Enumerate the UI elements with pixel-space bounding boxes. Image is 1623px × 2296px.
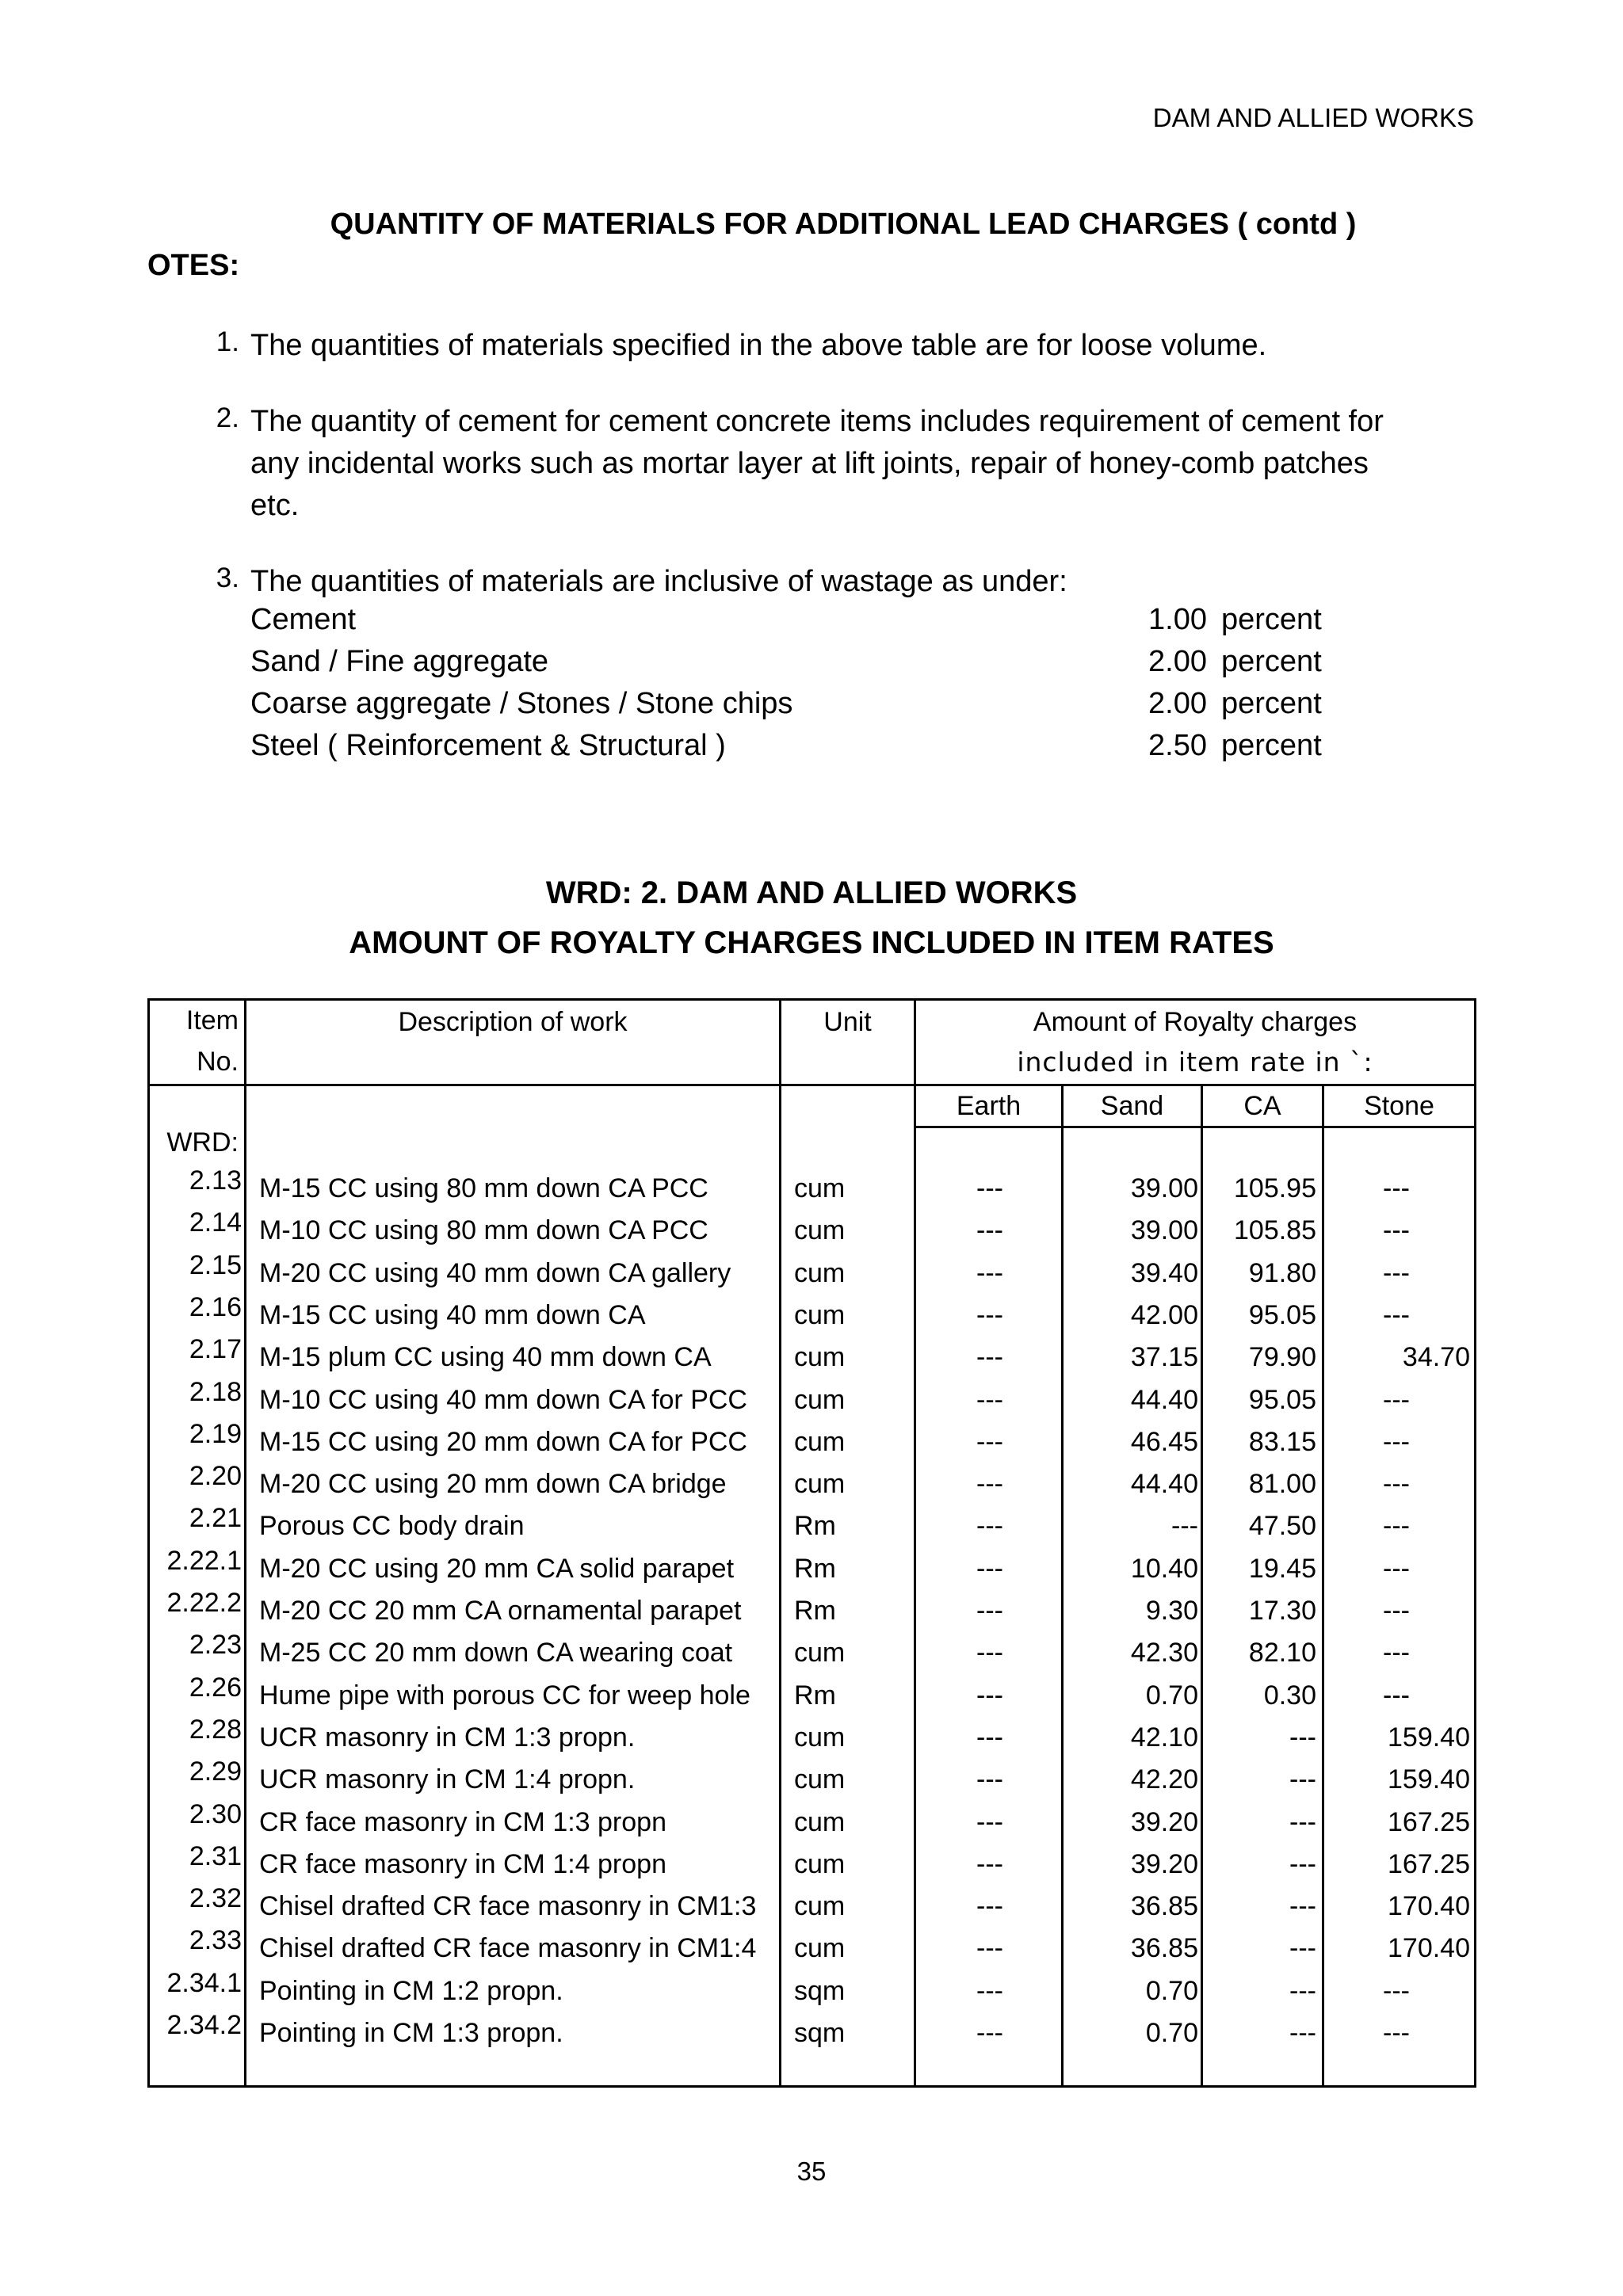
ca-value: 17.30 [1248, 1596, 1316, 1626]
earth-value: --- [976, 1764, 1003, 1795]
notes-label: OTES: [147, 249, 240, 282]
wastage-value: 2.50 [1148, 729, 1207, 762]
unit: cum [794, 1722, 846, 1753]
ca-value: 0.30 [1263, 1680, 1316, 1711]
note-number: 1. [216, 326, 239, 357]
note-text: The quantity of cement for cement concrete items includes requirement of cement for [250, 405, 1384, 438]
earth-value: --- [976, 1553, 1003, 1584]
sand-value: 46.45 [1130, 1426, 1198, 1457]
table-row [150, 1461, 1474, 1511]
unit: Rm [794, 1511, 836, 1542]
table-row [150, 1249, 1474, 1300]
item-number: 2.18 [189, 1376, 242, 1407]
sand-value: 42.10 [1130, 1722, 1198, 1753]
item-number: 2.17 [189, 1334, 242, 1365]
earth-value: --- [976, 1722, 1003, 1753]
unit: Rm [794, 1553, 836, 1584]
unit: cum [794, 1638, 846, 1669]
earth-value: --- [976, 1848, 1003, 1879]
note-text: any incidental works such as mortar layer at lift joints, repair of honey-comb patches [250, 447, 1369, 480]
unit: cum [794, 1426, 846, 1457]
unit: cum [794, 1891, 846, 1922]
note-text: etc. [250, 489, 300, 522]
wastage-unit: percent [1221, 603, 1322, 636]
note-text: The quantities of materials specified in the above table are for loose volume. [250, 329, 1267, 362]
earth-value: --- [976, 2018, 1003, 2048]
table-row [150, 1967, 1474, 2018]
earth-value: --- [976, 1469, 1003, 1500]
item-number: 2.29 [189, 1756, 242, 1787]
description: M-15 CC using 20 mm down CA for PCC [259, 1426, 747, 1457]
table-row [150, 1798, 1474, 1849]
header-divider [150, 1084, 1474, 1086]
header-amount-line2: included in item rate in `: [1017, 1047, 1373, 1077]
header-sand: Sand [1100, 1091, 1164, 1121]
unit: cum [794, 1299, 846, 1330]
table-row [150, 1672, 1474, 1722]
stone-value: --- [1383, 1553, 1410, 1584]
item-number: 2.13 [189, 1165, 242, 1196]
description: UCR masonry in CM 1:4 propn. [259, 1764, 636, 1795]
sand-value: 0.70 [1145, 1975, 1198, 2006]
stone-value: --- [1383, 1638, 1410, 1669]
unit: sqm [794, 1975, 846, 2006]
table-row [150, 1588, 1474, 1638]
table-row [150, 1418, 1474, 1469]
wastage-unit: percent [1221, 729, 1322, 762]
wastage-row [250, 729, 1360, 771]
sand-value: 44.40 [1130, 1384, 1198, 1415]
item-number: 2.31 [189, 1840, 242, 1871]
unit: cum [794, 1215, 846, 1246]
table-row [150, 1207, 1474, 1257]
ca-value: 79.90 [1248, 1342, 1316, 1373]
ca-value: 81.00 [1248, 1469, 1316, 1500]
unit: cum [794, 1806, 846, 1837]
ca-value: 105.85 [1234, 1215, 1316, 1246]
ca-value: --- [1289, 1722, 1316, 1753]
item-number: 2.19 [189, 1418, 242, 1449]
earth-value: --- [976, 1975, 1003, 2006]
royalty-table [147, 998, 1476, 2088]
item-number: 2.14 [189, 1207, 242, 1238]
stone-value: --- [1383, 2018, 1410, 2048]
description: Porous CC body drain [259, 1511, 525, 1542]
table-row [150, 1756, 1474, 1806]
earth-value: --- [976, 1299, 1003, 1330]
subheader-divider [914, 1126, 1474, 1128]
table-row [150, 1840, 1474, 1891]
sand-value: 0.70 [1145, 1680, 1198, 1711]
earth-value: --- [976, 1384, 1003, 1415]
description: M-20 CC using 20 mm down CA bridge [259, 1469, 727, 1500]
stone-value: --- [1383, 1257, 1410, 1288]
stone-value: --- [1383, 1511, 1410, 1542]
wastage-unit: percent [1221, 687, 1322, 720]
stone-value: --- [1383, 1680, 1410, 1711]
earth-value: --- [976, 1638, 1003, 1669]
table-row [150, 1291, 1474, 1342]
table-row [150, 2010, 1474, 2060]
stone-value: 159.40 [1388, 1722, 1470, 1753]
item-number: 2.22.2 [166, 1588, 242, 1618]
earth-value: --- [976, 1426, 1003, 1457]
stone-value: 34.70 [1402, 1342, 1470, 1373]
note-text: The quantities of materials are inclusive of wastage as under: [250, 565, 1067, 598]
earth-value: --- [976, 1511, 1003, 1542]
running-header: DAM AND ALLIED WORKS [1152, 103, 1474, 132]
description: Chisel drafted CR face masonry in CM1:4 [259, 1933, 757, 1964]
table-row [150, 1165, 1474, 1215]
item-number: 2.26 [189, 1672, 242, 1703]
table-subheading: AMOUNT OF ROYALTY CHARGES INCLUDED IN ITEM RATES [349, 925, 1274, 960]
ca-value: 82.10 [1248, 1638, 1316, 1669]
wastage-value: 1.00 [1148, 603, 1207, 636]
unit: cum [794, 1469, 846, 1500]
sand-value: 44.40 [1130, 1469, 1198, 1500]
description: M-15 CC using 40 mm down CA [259, 1299, 646, 1330]
item-number: 2.33 [189, 1925, 242, 1956]
unit: cum [794, 1933, 846, 1964]
header-description: Description of work [398, 1007, 628, 1037]
sand-value: 9.30 [1145, 1596, 1198, 1626]
sand-value: 0.70 [1145, 2018, 1198, 2048]
item-number: 2.34.1 [166, 1967, 242, 1998]
ca-value: --- [1289, 1891, 1316, 1922]
sand-value: 42.20 [1130, 1764, 1198, 1795]
description: Hume pipe with porous CC for weep hole [259, 1680, 750, 1711]
ca-value: --- [1289, 1764, 1316, 1795]
item-number: 2.22.1 [166, 1545, 242, 1576]
sand-value: 36.85 [1130, 1933, 1198, 1964]
earth-value: --- [976, 1173, 1003, 1203]
table-row [150, 1714, 1474, 1764]
unit: cum [794, 1764, 846, 1795]
unit: Rm [794, 1680, 836, 1711]
ca-value: --- [1289, 1848, 1316, 1879]
ca-value: --- [1289, 1975, 1316, 2006]
sand-value: 42.30 [1130, 1638, 1198, 1669]
description: Chisel drafted CR face masonry in CM1:3 [259, 1891, 757, 1922]
unit: Rm [794, 1596, 836, 1626]
wastage-label: Sand / Fine aggregate [250, 645, 549, 678]
description: M-20 CC using 40 mm down CA gallery [259, 1257, 731, 1288]
table-row [150, 1334, 1474, 1384]
sand-value: 39.20 [1130, 1806, 1198, 1837]
description: Pointing in CM 1:3 propn. [259, 2018, 563, 2048]
table-row [150, 1925, 1474, 1975]
header-unit: Unit [823, 1007, 872, 1037]
sand-value: 10.40 [1130, 1553, 1198, 1584]
wastage-value: 2.00 [1148, 645, 1207, 678]
item-number: 2.21 [189, 1503, 242, 1534]
table-heading: WRD: 2. DAM AND ALLIED WORKS [545, 875, 1078, 910]
wastage-value: 2.00 [1148, 687, 1207, 720]
earth-value: --- [976, 1680, 1003, 1711]
earth-value: --- [976, 1596, 1003, 1626]
sand-value: 37.15 [1130, 1342, 1198, 1373]
stone-value: --- [1383, 1596, 1410, 1626]
stone-value: --- [1383, 1384, 1410, 1415]
wastage-row [250, 603, 1360, 645]
ca-value: 91.80 [1248, 1257, 1316, 1288]
sand-value: 39.20 [1130, 1848, 1198, 1879]
description: M-20 CC using 20 mm CA solid parapet [259, 1553, 735, 1584]
group-label: WRD: [166, 1127, 239, 1158]
description: UCR masonry in CM 1:3 propn. [259, 1722, 636, 1753]
description: M-10 CC using 80 mm down CA PCC [259, 1215, 708, 1246]
wastage-row [250, 687, 1360, 729]
stone-value: 170.40 [1388, 1933, 1470, 1964]
table-row [150, 1376, 1474, 1427]
stone-value: --- [1383, 1173, 1410, 1203]
description: CR face masonry in CM 1:3 propn [259, 1806, 666, 1837]
header-earth: Earth [956, 1091, 1022, 1121]
table-row [150, 1630, 1474, 1680]
earth-value: --- [976, 1806, 1003, 1837]
table-row [150, 1503, 1474, 1553]
item-number: 2.16 [189, 1291, 242, 1322]
header-item: Item [185, 1005, 239, 1035]
ca-value: 47.50 [1248, 1511, 1316, 1542]
sand-value: 42.00 [1130, 1299, 1198, 1330]
stone-value: 167.25 [1388, 1806, 1470, 1837]
wastage-unit: percent [1221, 645, 1322, 678]
stone-value: 159.40 [1388, 1764, 1470, 1795]
stone-value: 170.40 [1388, 1891, 1470, 1922]
description: M-10 CC using 40 mm down CA for PCC [259, 1384, 747, 1415]
unit: cum [794, 1848, 846, 1879]
stone-value: --- [1383, 1299, 1410, 1330]
header-stone: Stone [1364, 1091, 1434, 1121]
ca-value: 19.45 [1248, 1553, 1316, 1584]
stone-value: --- [1383, 1426, 1410, 1457]
ca-value: 95.05 [1248, 1384, 1316, 1415]
note-number: 3. [216, 563, 239, 593]
unit: cum [794, 1173, 846, 1203]
item-number: 2.32 [189, 1883, 242, 1914]
stone-value: --- [1383, 1215, 1410, 1246]
unit: cum [794, 1257, 846, 1288]
earth-value: --- [976, 1342, 1003, 1373]
page-number: 35 [796, 2157, 827, 2186]
item-number: 2.28 [189, 1714, 242, 1745]
ca-value: --- [1289, 2018, 1316, 2048]
table-row [150, 1545, 1474, 1596]
wastage-label: Steel ( Reinforcement & Structural ) [250, 729, 726, 762]
item-number: 2.30 [189, 1798, 242, 1829]
ca-value: 105.95 [1234, 1173, 1316, 1203]
wastage-label: Coarse aggregate / Stones / Stone chips [250, 687, 793, 720]
earth-value: --- [976, 1257, 1003, 1288]
earth-value: --- [976, 1215, 1003, 1246]
earth-value: --- [976, 1891, 1003, 1922]
description: Pointing in CM 1:2 propn. [259, 1975, 563, 2006]
ca-value: 95.05 [1248, 1299, 1316, 1330]
item-number: 2.20 [189, 1461, 242, 1492]
unit: cum [794, 1384, 846, 1415]
note-number: 2. [216, 402, 239, 433]
description: CR face masonry in CM 1:4 propn [259, 1848, 666, 1879]
sand-value: 39.00 [1130, 1173, 1198, 1203]
ca-value: 83.15 [1248, 1426, 1316, 1457]
unit: cum [794, 1342, 846, 1373]
description: M-25 CC 20 mm down CA wearing coat [259, 1638, 733, 1669]
description: M-15 CC using 80 mm down CA PCC [259, 1173, 708, 1203]
sand-value: 39.40 [1130, 1257, 1198, 1288]
header-amount: Amount of Royalty charges [1033, 1007, 1358, 1037]
description: M-15 plum CC using 40 mm down CA [259, 1342, 712, 1373]
wastage-label: Cement [250, 603, 357, 636]
stone-value: --- [1383, 1975, 1410, 2006]
table-row [150, 1883, 1474, 1933]
ca-value: --- [1289, 1933, 1316, 1964]
item-number: 2.34.2 [166, 2010, 242, 2040]
sand-value: 36.85 [1130, 1891, 1198, 1922]
wastage-row [250, 645, 1360, 687]
header-item-no: No. [197, 1047, 239, 1077]
item-number: 2.15 [189, 1249, 242, 1280]
description: M-20 CC 20 mm CA ornamental parapet [259, 1596, 742, 1626]
sand-value: 39.00 [1130, 1215, 1198, 1246]
sand-value: --- [1171, 1511, 1198, 1542]
ca-value: --- [1289, 1806, 1316, 1837]
item-number: 2.23 [189, 1630, 242, 1661]
header-ca: CA [1243, 1091, 1281, 1121]
stone-value: --- [1383, 1469, 1410, 1500]
earth-value: --- [976, 1933, 1003, 1964]
stone-value: 167.25 [1388, 1848, 1470, 1879]
section-title: QUANTITY OF MATERIALS FOR ADDITIONAL LEAD CHARGES ( contd ) [330, 208, 1357, 241]
unit: sqm [794, 2018, 846, 2048]
